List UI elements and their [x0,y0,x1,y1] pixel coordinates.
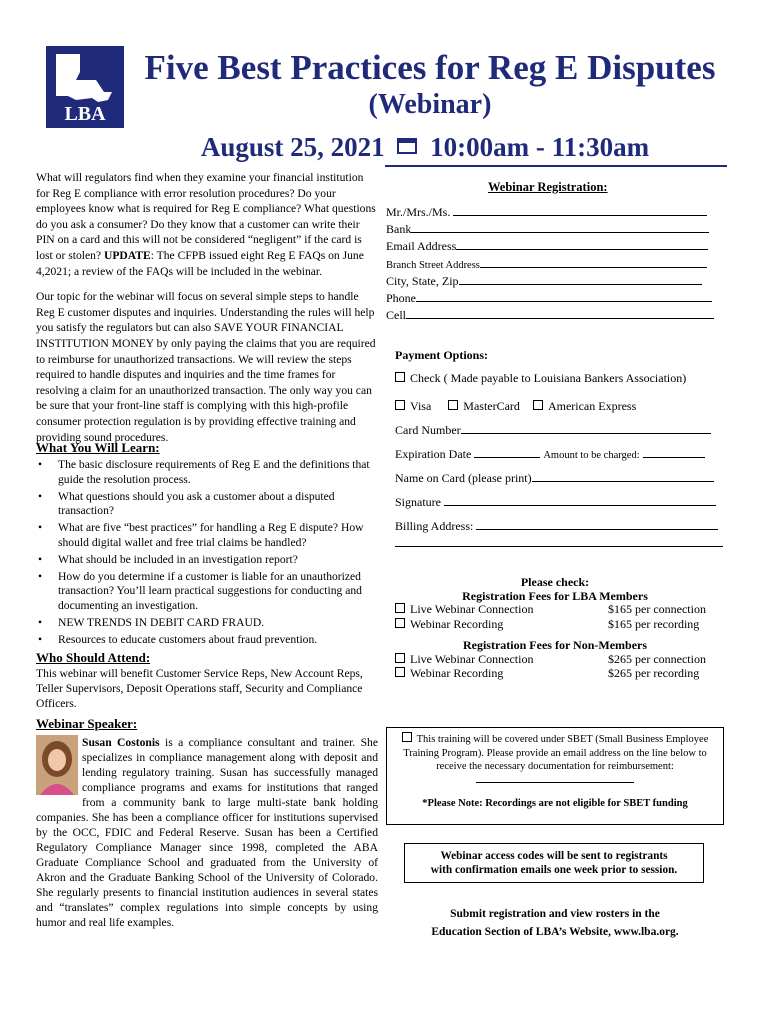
fee-label: Webinar Recording [410,666,504,680]
event-time: 10:00am - 11:30am [430,132,650,162]
check-label: Check ( Made payable to Louisiana Bankers Association) [410,371,687,385]
city-field[interactable] [386,273,702,289]
access-codes-box [404,843,704,883]
fee-checkbox[interactable] [395,618,405,628]
intro-section [36,170,378,455]
phone-field[interactable] [386,290,712,306]
calendar-icon [397,138,417,154]
bank-field[interactable] [386,221,709,237]
learn-heading: What You Will Learn: [36,440,160,455]
speaker-heading: Webinar Speaker: [36,716,138,731]
branch-line[interactable] [480,256,707,268]
intro-paragraph-1 [36,170,378,279]
list-item: • What should be included in an investigation report? [36,553,376,568]
fee-price: $265 per recording [608,666,700,680]
fee-row[interactable] [395,617,715,632]
email-label: Email Address [386,239,457,253]
email-field[interactable] [386,238,708,254]
speaker-photo [36,735,80,797]
email-line[interactable] [456,238,708,250]
city-label: City, State, Zip [386,274,459,288]
learn-list [36,458,376,650]
fee-checkbox[interactable] [395,653,405,663]
attend-text: This webinar will benefit Customer Service Reps, New Account Reps, Teller Supervisors, Deposit Operations staff, Security and Compliance Officers. [36,667,363,710]
billing-field[interactable] [395,518,718,534]
amex-label: American Express [547,399,637,413]
list-item: • What are five “best practices” for handling a Reg E dispute? How should digital wallet and free trial claims be handled? [36,521,376,551]
visa-checkbox[interactable] [395,400,405,410]
fee-label: Live Webinar Connection [410,652,534,666]
members-heading: Registration Fees for LBA Members [462,589,648,603]
expiration-field[interactable] [395,446,705,464]
bank-label: Bank [386,222,412,236]
cell-field[interactable] [386,307,714,323]
amex-checkbox[interactable] [533,400,543,410]
update-text: : The CFPB issued eight Reg E FAQs on June 4,2021; a review of the FAQs will be included in the webinar. [36,248,364,278]
city-line[interactable] [459,273,702,285]
update-label: UPDATE [103,248,151,262]
card-number-label: Card Number [395,423,461,437]
branch-label: Branch Street Address [386,260,480,271]
name-on-card-line[interactable] [532,470,714,482]
fee-price: $165 per recording [608,617,700,631]
check-option[interactable] [395,370,686,386]
intro-text: What will regulators find when they examine your financial institution for Reg E compliance with error resolution procedures? Do your employees know what is required for Reg E compliance? What questions do you ask a consumer? Do they know that a customer can write their PIN on a card and this will not be considered “negligent” if the card is lost or stolen? [36,171,376,262]
card-options [395,398,636,414]
signature-label: Signature [395,495,441,509]
fee-row[interactable] [395,666,715,681]
speaker-bio-text: is a compliance consultant and trainer. She specializes in compliance management along with deposit and lending regulatory training. Susan has successfully managed compliance programs and exams for institutions that ranged from a community bank to large multi-state bank holding companies. She has been a compliance officer for institutions supervised by the OCC, FDIC and Federal Reserve. Susan has been a Certified Regulatory Compliance Manager since 1998, completed the ABA Graduate Compliance School and graduated from the University of Akron and the Graduate Banking School of the University of Colorado. She regularly presents to financial institution audiences in several states and “translates” complex regulations into simple concepts by using humor and real life examples. [36,736,378,929]
card-number-line[interactable] [461,422,711,434]
name-line[interactable] [453,204,707,216]
billing-label: Billing Address: [395,519,474,533]
event-dateline [130,130,720,164]
card-number-field[interactable] [395,422,711,438]
mastercard-label: MasterCard [463,399,520,413]
phone-label: Phone [386,291,416,305]
header-divider [385,165,727,167]
sbet-note: *Please Note: Recordings are not eligible for SBET funding [422,797,688,809]
access-codes-line-1: Webinar access codes will be sent to registrants [440,850,668,862]
fee-label: Live Webinar Connection [410,602,534,616]
registration-heading: Webinar Registration: [488,180,608,194]
nonmembers-heading: Registration Fees for Non-Members [462,638,648,652]
signature-field[interactable] [395,494,716,510]
fee-row[interactable] [395,652,715,667]
billing-line-2[interactable] [395,546,723,547]
cell-line[interactable] [406,307,714,319]
sbet-email-line[interactable] [476,782,634,783]
fee-price: $265 per connection [608,652,706,666]
fee-row[interactable] [395,602,715,617]
submit-note [386,905,724,941]
bank-line[interactable] [411,221,709,233]
expiration-label: Expiration Date [395,447,472,461]
logo-text: LBA [64,103,106,125]
lba-logo-icon [46,46,124,128]
amount-line[interactable] [643,446,705,458]
page-title: Five Best Practices for Reg E Disputes [144,48,716,87]
submit-line-2[interactable]: Education Section of LBA’s Website, www.lba.org. [431,926,679,938]
visa-label: Visa [410,399,432,413]
fee-label: Webinar Recording [410,617,504,631]
sbet-description: This training will be covered under SBET (Small Business Employee Training Program). Please provide an email address on the line below to receive the necessary documentation for reimbursement: [403,734,709,772]
sbet-box [386,727,724,825]
list-item: • What questions should you ask a customer about a disputed transaction? [36,490,376,520]
event-date: August 25, 2021 [200,132,385,162]
intro-paragraph-2: Our topic for the webinar will focus on several simple steps to handle Reg E customer disputes and inquiries. Understanding the rules will help you satisfy the regulators but can also SAVE YOUR FINANCIAL INSTITUTION MONEY by only paying the claims that you are required to reimburse for unauthorized transactions. We will review the steps required to handle disputes and inquiries and the time frames for resolving a claim for an unauthorized transaction. The only way you can be sure that your front-line staff is complying with this high-profile consumer protection regulation is by providing effective training and providing sound procedures. [36,290,376,444]
cell-label: Cell [386,308,406,322]
name-on-card-label: Name on Card (please print) [395,471,532,485]
page-subtitle: (Webinar) [368,89,492,120]
mastercard-checkbox[interactable] [448,400,458,410]
phone-line[interactable] [416,290,712,302]
submit-line-1: Submit registration and view rosters in the [450,908,660,920]
fee-price: $165 per connection [608,602,706,616]
fee-checkbox[interactable] [395,667,405,677]
expiration-line[interactable] [474,446,540,458]
access-codes-line-2: with confirmation emails one week prior to session. [430,864,678,876]
amount-label: Amount to be charged: [543,450,640,461]
sbet-checkbox[interactable] [402,732,412,742]
name-label: Mr./Mrs./Ms. [386,205,451,219]
name-on-card-field[interactable] [395,470,714,486]
list-item: • Resources to educate customers about fraud prevention. [36,633,376,648]
speaker-bio [36,735,378,930]
lba-logo [46,46,124,128]
attend-heading: Who Should Attend: [36,650,151,665]
list-item: • The basic disclosure requirements of Reg E and the definitions that guide the resolution process. [36,458,376,488]
signature-line[interactable] [444,494,716,506]
list-item: • How do you determine if a customer is liable for an unauthorized transaction? You’ll learn practical suggestions for conducting and documenting an investigation. [36,570,376,614]
list-item: • NEW TRENDS IN DEBIT CARD FRAUD. [36,616,376,631]
fee-checkbox[interactable] [395,603,405,613]
branch-field[interactable] [386,256,707,274]
name-field[interactable] [386,204,707,220]
billing-line-1[interactable] [476,518,718,530]
speaker-name: Susan Costonis [82,736,160,749]
check-checkbox[interactable] [395,372,405,382]
please-check: Please check: [520,575,590,589]
payment-heading: Payment Options: [395,348,488,362]
speaker-photo-icon [36,735,78,795]
sbet-text [393,732,717,774]
